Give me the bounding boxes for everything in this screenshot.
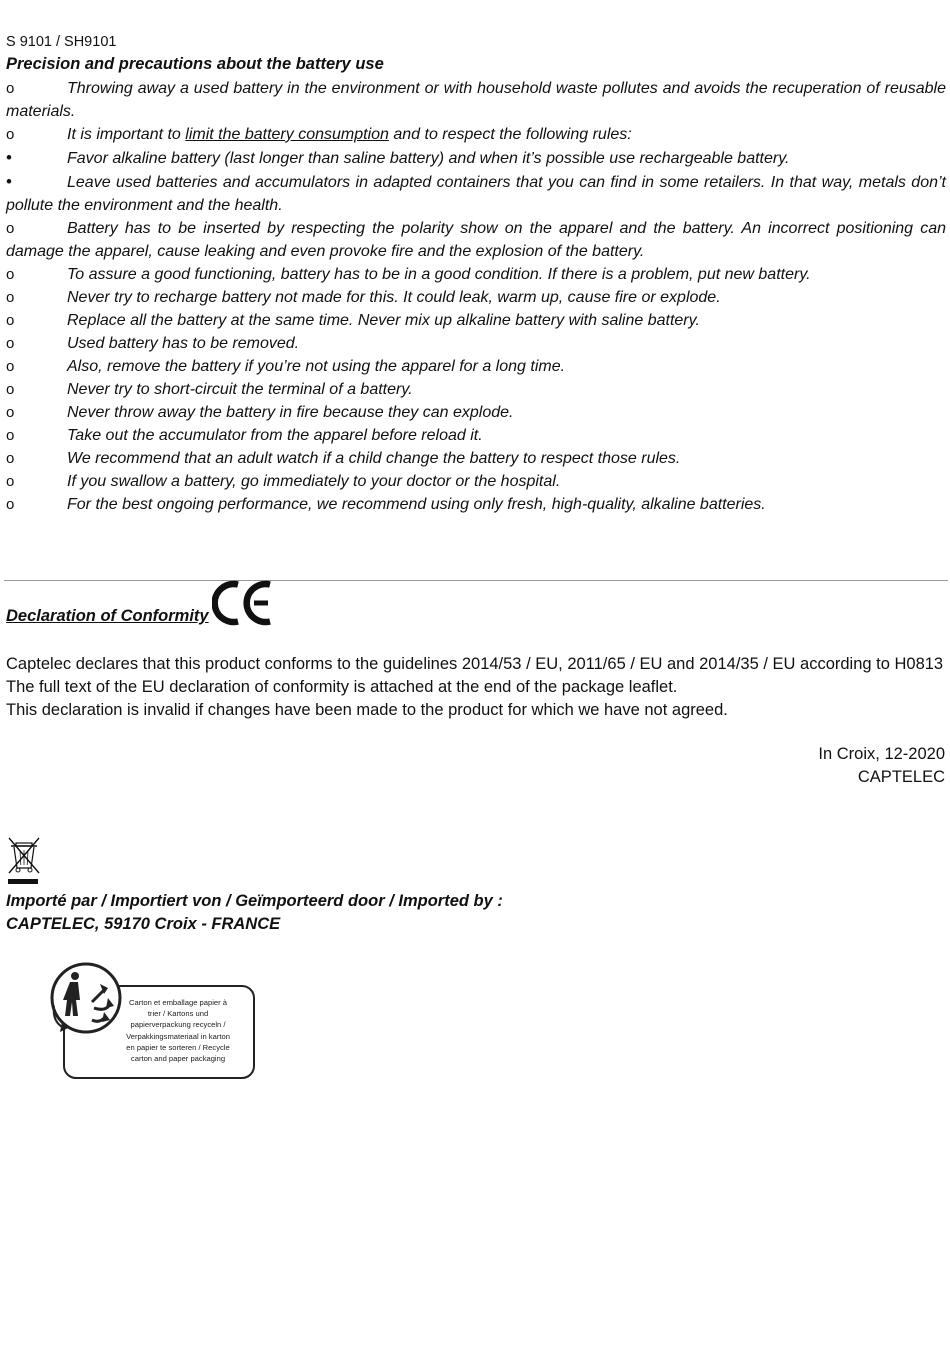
list-marker: o (6, 473, 15, 490)
list-item-text: Battery has to be inserted by respecting the polarity show on the apparel and the battery. An incorrect positioning can damage the apparel, cause leaking and even provoke fire and the explosion of the battery. (6, 220, 946, 260)
list-item (6, 146, 946, 170)
list-item-text: Throwing away a used battery in the environment or with household waste pollutes and avoids the recuperation of reusable materials. (6, 80, 946, 120)
company-name: CAPTELEC (857, 768, 945, 786)
list-marker: o (6, 80, 15, 97)
list-marker: o (6, 335, 15, 352)
signature-block (818, 743, 945, 789)
crossed-out-bin-icon (6, 835, 42, 887)
list-item (6, 123, 946, 146)
list-marker: o (6, 427, 15, 444)
list-item-text: Also, remove the battery if you’re not using the apparel for a long time. (67, 358, 566, 375)
precautions-list (6, 77, 946, 516)
list-item-text: Leave used batteries and accumulators in adapted containers that you can find in some retailers. In that way, metals don’t pollute the environment and the health. (6, 174, 946, 214)
list-marker: o (6, 381, 15, 398)
importer-label: Importé par / Importiert von / Geïmporteerd door / Imported by : (6, 892, 503, 910)
list-item-text: Never throw away the battery in fire because they can explode. (67, 404, 514, 421)
place-date: In Croix, 12-2020 (818, 745, 945, 763)
list-marker: o (6, 404, 15, 421)
importer-address: CAPTELEC, 59170 Croix - FRANCE (6, 915, 281, 933)
list-item-text: To assure a good functioning, battery has to be in a good condition. If there is a problem, put new battery. (67, 266, 811, 283)
declaration-paragraph: The full text of the EU declaration of conformity is attached at the end of the package leaflet. (6, 678, 678, 696)
list-marker: o (6, 220, 15, 237)
list-item-text: For the best ongoing performance, we recommend using only fresh, high-quality, alkaline batteries. (67, 496, 766, 513)
list-marker: o (6, 358, 15, 375)
recycling-info-box (48, 962, 260, 1084)
importer-block (6, 890, 503, 936)
list-item-text-start: It is important to (67, 126, 186, 143)
list-item-text: Never try to short-circuit the terminal of a battery. (67, 381, 413, 398)
recycling-line: Verpakkingsmateriaal in karton (126, 1031, 230, 1041)
declaration-paragraph: Captelec declares that this product conforms to the guidelines 2014/53 / EU, 2011/65 / EU and 2014/35 / EU according to H0813 (6, 655, 944, 673)
list-item-text: Never try to recharge battery not made for this. It could leak, warm up, cause fire or explode. (67, 289, 721, 306)
list-item-text: If you swallow a battery, go immediately to your doctor or the hospital. (67, 473, 561, 490)
list-item-text: Favor alkaline battery (last longer than saline battery) and when it’s possible use rechargeable battery. (67, 150, 790, 167)
model-number: S 9101 / SH9101 (6, 34, 117, 50)
list-item (6, 332, 946, 355)
recycling-line: en papier te sorteren / Recycle (126, 1042, 230, 1052)
declaration-body (6, 653, 946, 722)
list-item (6, 378, 946, 401)
recycling-line: trier / Kartons und (147, 1009, 209, 1019)
recycling-line: carton and paper packaging (130, 1054, 226, 1064)
list-item (6, 309, 946, 332)
list-item-text: Take out the accumulator from the apparel before reload it. (67, 427, 483, 444)
declaration-title: Declaration of Conformity (6, 607, 209, 625)
list-item (6, 263, 946, 286)
list-item (6, 355, 946, 378)
list-item (6, 170, 946, 217)
list-item-text-end: and to respect the following rules: (388, 126, 632, 143)
declaration-paragraph: This declaration is invalid if changes have been made to the product for which we have not agreed. (6, 701, 728, 719)
list-item (6, 493, 946, 516)
list-marker: o (6, 126, 15, 143)
list-marker: o (6, 450, 15, 467)
section-divider (4, 580, 948, 581)
underlined-phrase: limit the battery consumption (185, 126, 389, 143)
recycling-line: papierverpackung recyceln / (130, 1020, 226, 1030)
list-item-text: We recommend that an adult watch if a child change the battery to respect those rules. (67, 450, 681, 467)
list-marker: o (6, 289, 15, 306)
list-item-text: Replace all the battery at the same time. Never mix up alkaline battery with saline battery. (67, 312, 700, 329)
battery-precautions-heading: Precision and precautions about the battery use (6, 55, 384, 73)
list-item (6, 470, 946, 493)
list-item (6, 447, 946, 470)
bullet-marker: • (6, 148, 12, 167)
list-marker: o (6, 496, 15, 513)
ce-mark-icon (212, 580, 274, 626)
list-item (6, 286, 946, 309)
list-marker: o (6, 266, 15, 283)
bullet-marker: • (6, 172, 12, 191)
list-item (6, 77, 946, 123)
list-marker: o (6, 312, 15, 329)
list-item (6, 217, 946, 263)
list-item (6, 401, 946, 424)
recycling-line: Carton et emballage papier à (129, 998, 227, 1007)
list-item (6, 424, 946, 447)
recycling-text (114, 997, 242, 1064)
list-item-text: Used battery has to be removed. (67, 335, 300, 352)
